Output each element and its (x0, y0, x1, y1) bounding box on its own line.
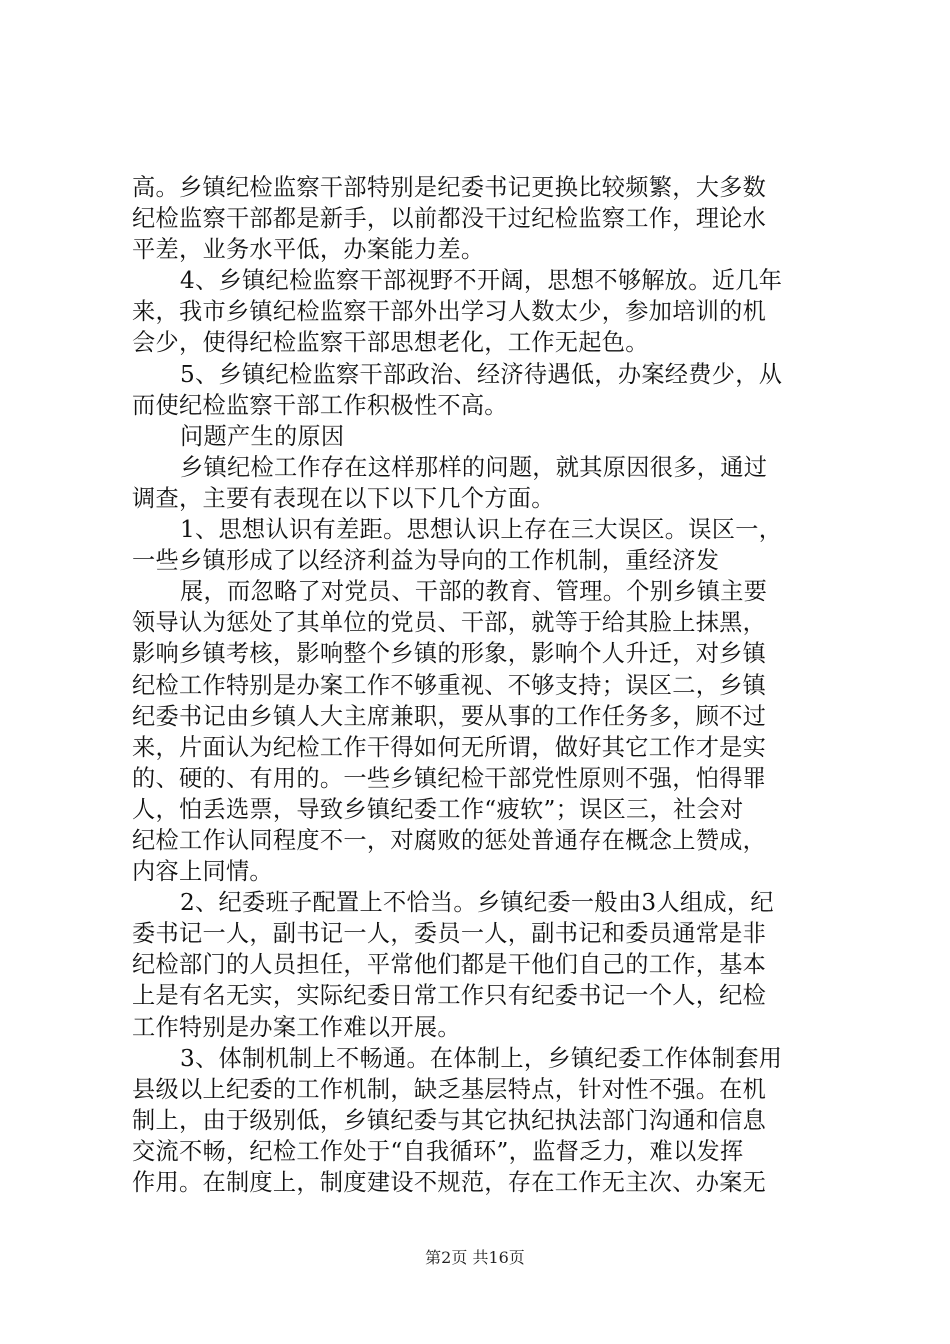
text-line: 调查，主要有表现在以下以下几个方面。 (132, 484, 555, 512)
text-line: 4、乡镇纪检监察干部视野不开阔，思想不够解放。近几年 (180, 267, 783, 295)
text-line: 来，片面认为纪检工作干得如何无所谓，做好其它工作才是实 (132, 733, 767, 761)
text-line: 3、体制机制上不畅通。在体制上，乡镇纪委工作体制套用 (180, 1044, 783, 1072)
text-line: 问题产生的原因 (180, 422, 345, 450)
text-line: 的、硬的、有用的。一些乡镇纪检干部党性原则不强，怕得罪 (132, 764, 767, 792)
document-body (132, 172, 826, 1198)
text-line: 乡镇纪检工作存在这样那样的问题，就其原因很多，通过 (180, 453, 768, 481)
text-line: 影响乡镇考核，影响整个乡镇的形象，影响个人升迁，对乡镇 (132, 640, 767, 668)
page-footer: 第2页 共16页 (425, 1248, 525, 1267)
text-line: 纪检工作特别是办案工作不够重视、不够支持；误区二，乡镇 (132, 671, 767, 699)
text-line: 1、思想认识有差距。思想认识上存在三大误区。误区一， (180, 516, 783, 544)
text-line: 工作特别是办案工作难以开展。 (132, 1013, 461, 1041)
text-line: 交流不畅，纪检工作处于“自我循环”，监督乏力，难以发挥 (132, 1137, 744, 1165)
text-line: 2、纪委班子配置上不恰当。乡镇纪委一般由3人组成，纪 (180, 889, 774, 917)
text-line: 纪检部门的人员担任，平常他们都是干他们自己的工作，基本 (132, 951, 767, 979)
text-line: 作用。在制度上，制度建设不规范，存在工作无主次、办案无 (132, 1169, 767, 1196)
text-line: 委书记一人，副书记一人，委员一人，副书记和委员通常是非 (132, 920, 767, 948)
text-line: 5、乡镇纪检监察干部政治、经济待遇低，办案经费少，从 (180, 360, 783, 388)
text-line: 会少，使得纪检监察干部思想老化，工作无起色。 (132, 329, 649, 357)
text-line: 内容上同情。 (132, 858, 273, 886)
text-line: 高。乡镇纪检监察干部特别是纪委书记更换比较频繁，大多数 (132, 174, 767, 201)
text-line: 人，怕丢选票，导致乡镇纪委工作“疲软”；误区三，社会对 (132, 795, 744, 823)
text-line: 制上，由于级别低，乡镇纪委与其它执纪执法部门沟通和信息 (132, 1106, 767, 1134)
text-line: 纪委书记由乡镇人大主席兼职，要从事的工作任务多，顾不过 (132, 702, 767, 730)
text-line: 平差，业务水平低，办案能力差。 (132, 236, 485, 264)
text-line: 一些乡镇形成了以经济利益为导向的工作机制，重经济发 (132, 547, 720, 575)
text-line: 领导认为惩处了其单位的党员、干部，就等于给其脸上抹黑， (132, 609, 767, 637)
text-line: 纪检监察干部都是新手，以前都没干过纪检监察工作，理论水 (132, 205, 767, 233)
text-line: 纪检工作认同程度不一，对腐败的惩处普通存在概念上赞成， (132, 826, 767, 854)
text-line: 来，我市乡镇纪检监察干部外出学习人数太少，参加培训的机 (132, 298, 767, 326)
text-line: 上是有名无实，实际纪委日常工作只有纪委书记一个人，纪检 (132, 982, 767, 1010)
text-line: 展，而忽略了对党员、干部的教育、管理。个别乡镇主要 (180, 578, 768, 606)
text-line: 而使纪检监察干部工作积极性不高。 (132, 391, 508, 419)
text-line: 县级以上纪委的工作机制，缺乏基层特点，针对性不强。在机 (132, 1075, 767, 1103)
